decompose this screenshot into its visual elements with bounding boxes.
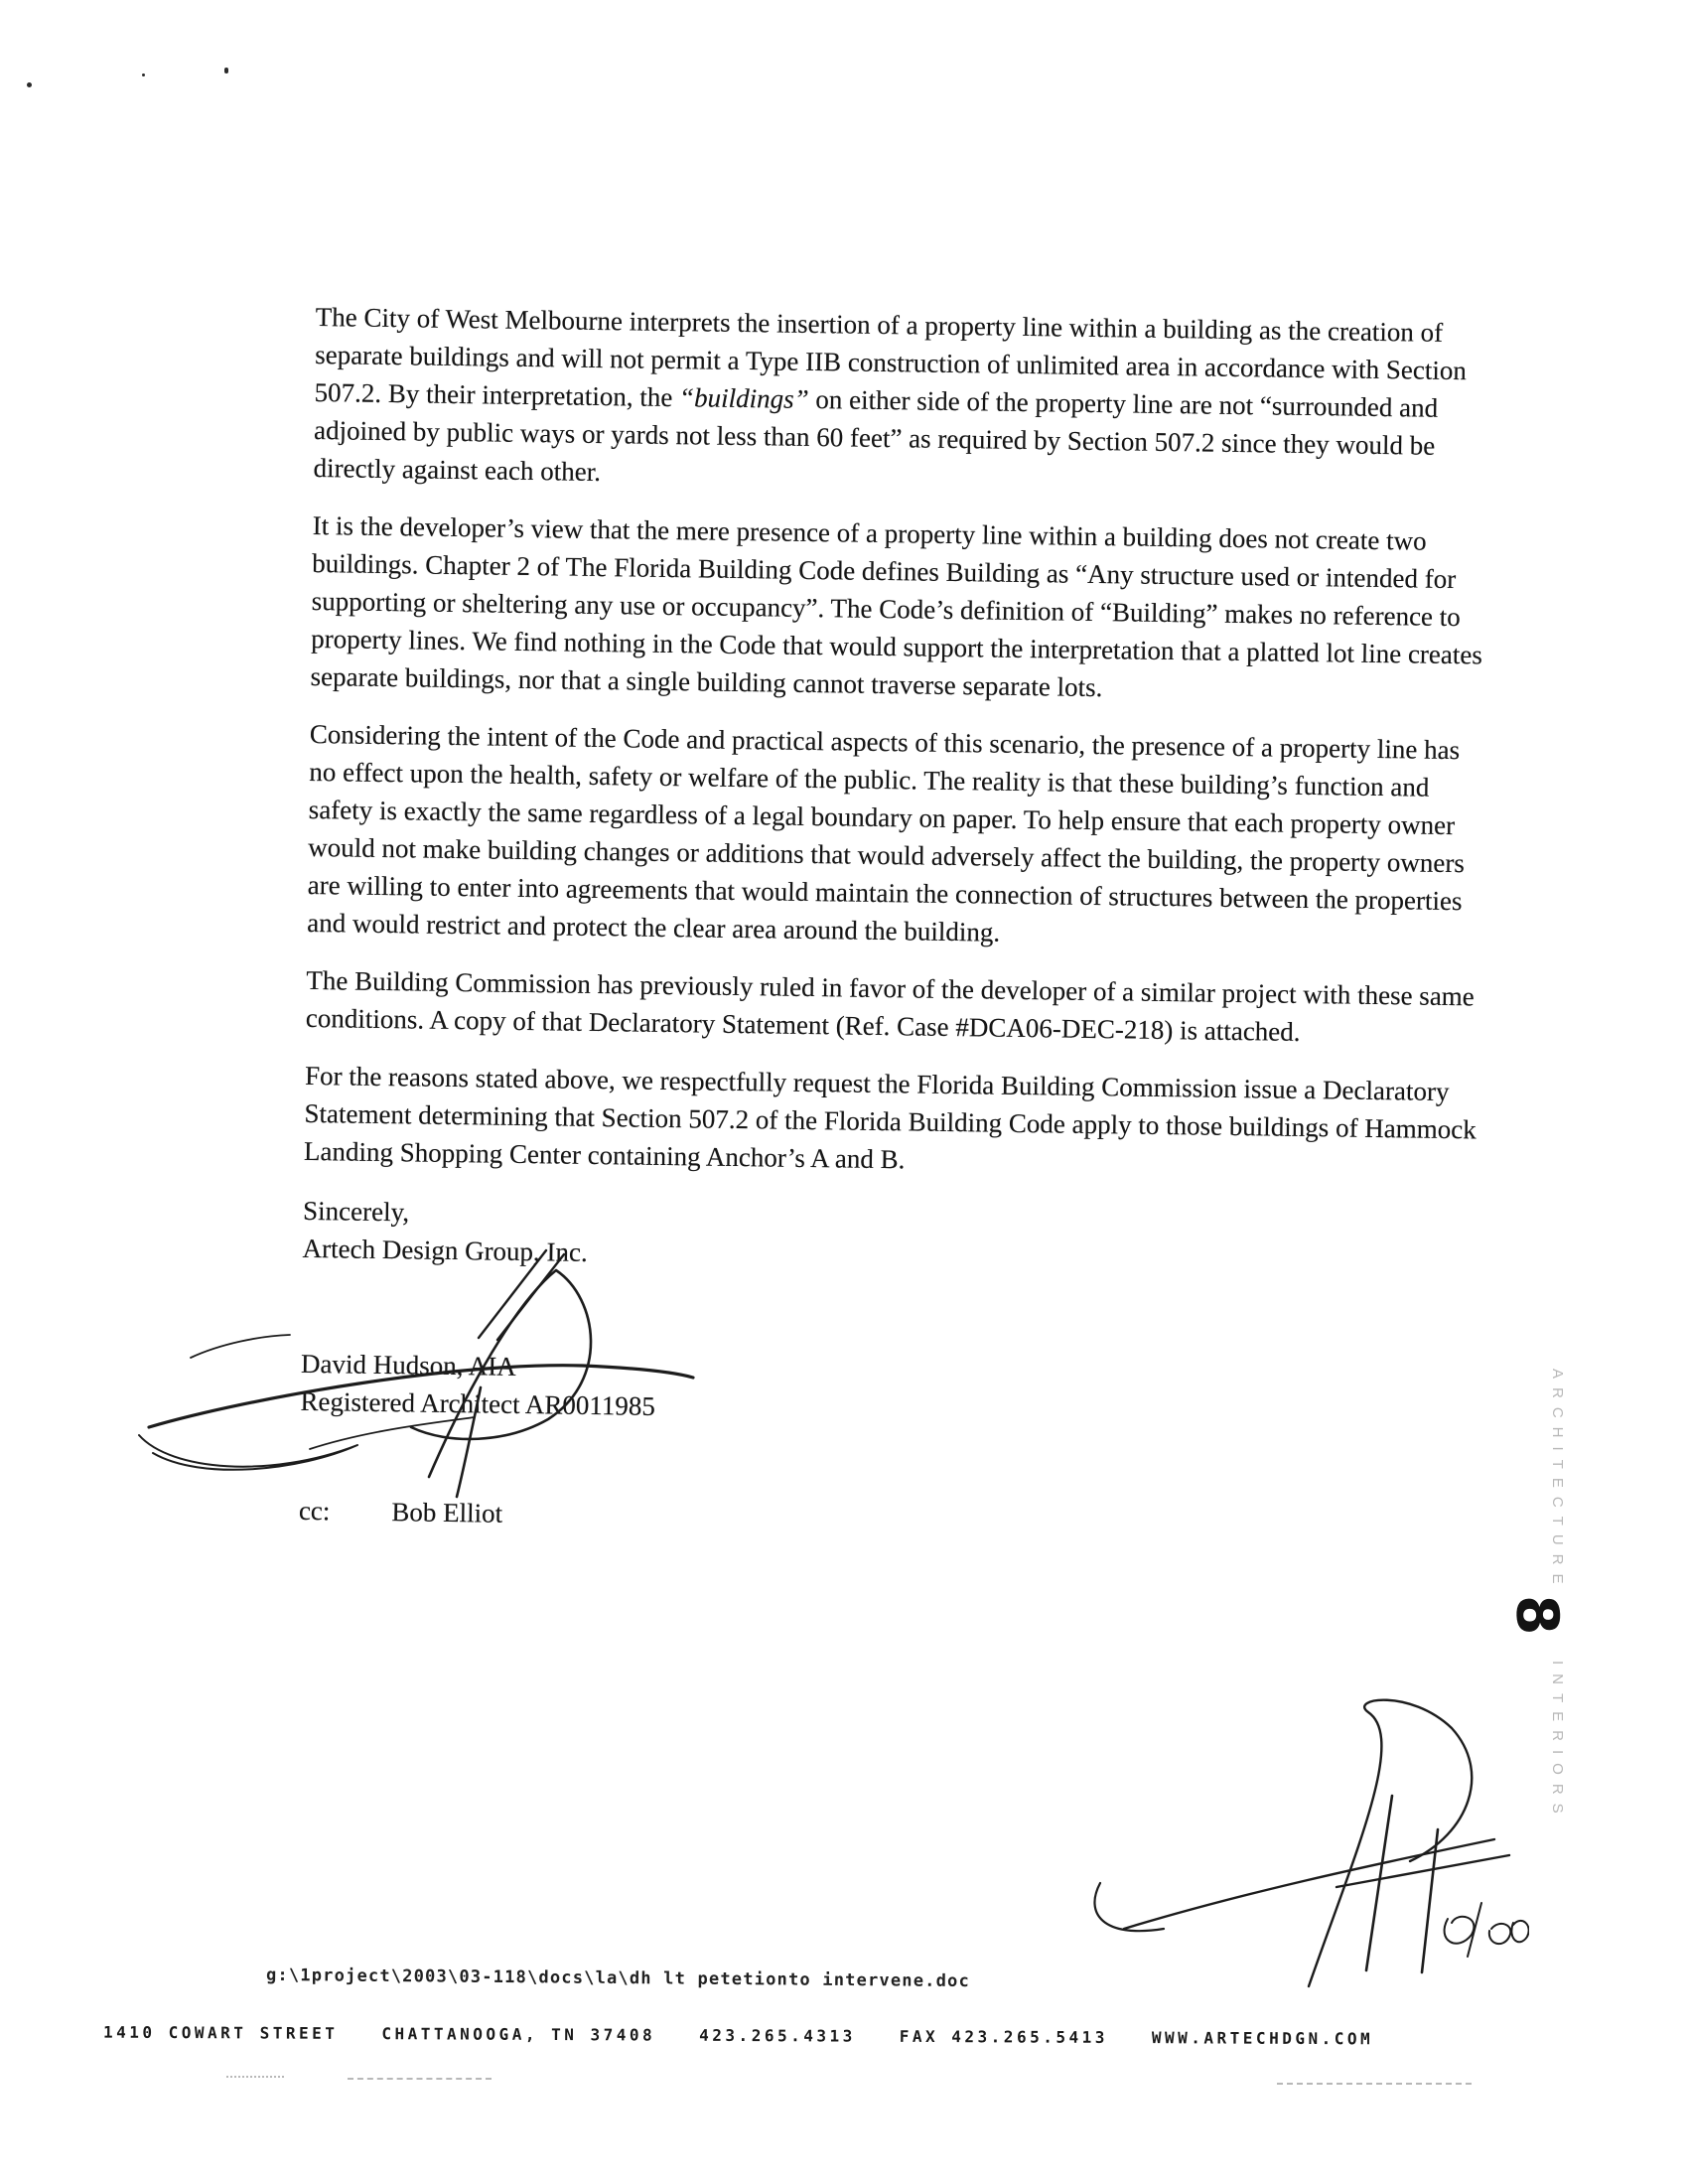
sidebar-interiors-text: INTERIORS	[1549, 1661, 1566, 1822]
footer-city: CHATTANOOGA, TN 37408	[381, 2024, 656, 2045]
paragraph-2: It is the developer’s view that the mere presence of a property line within a building does not create two buildings. Chapter 2 of The Florida Building Code defines Building as “Any structure used or intended for supporting or sheltering any use or occupancy”. The Code’s definition of “Building” makes no reference to property lines. We find nothing in the Code that would support the interpretation that a platted lot line creates separate buildings, nor that a single building cannot traverse separate lots.	[310, 510, 1483, 703]
paragraph-4: The Building Commission has previously ruled in favor of the developer of a similar project with these same conditions. A copy of that Declaratory Statement (Ref. Case #DCA06-DEC-218) is attached.	[305, 964, 1476, 1047]
paragraph-5: For the reasons stated above, we respectfully request the Florida Building Commission issue a Declaratory Statement determining that Section 507.2 of the Florida Building Code apply to those buildings of Hammock Landing Shopping Center containing Anchor’s A and B.	[303, 1060, 1477, 1175]
paragraph-1-lead: The City of West Melbourne interprets the insertion of a property line within a building as the creation of separate buildings and will not permit a Type IIB construction of unlimited area in accordance with Section 507.2. By their interpretation, the	[314, 301, 1468, 413]
footer-website: WWW.ARTECHDGN.COM	[1151, 2028, 1374, 2049]
closing-salutation: Sincerely,	[302, 1195, 410, 1228]
scan-artifact-dash	[1277, 2083, 1472, 2085]
footer-phone: 423.265.4313	[699, 2025, 856, 2046]
signer-title: Registered Architect AR0011985	[300, 1385, 656, 1421]
scan-speck	[224, 68, 228, 73]
italic-buildings-term: “buildings”	[678, 382, 809, 414]
footer-street: 1410 COWART STREET	[102, 2022, 339, 2043]
sidebar-architecture-text: ARCHITECTURE	[1549, 1369, 1566, 1593]
handwritten-page-number: 8	[1502, 1593, 1572, 1637]
scan-speck	[142, 73, 145, 76]
cc-name: Bob Elliot	[391, 1497, 503, 1529]
file-path: g:\1project\2003\03-118\docs\la\dh lt petetionto intervene.doc	[265, 1965, 971, 1992]
footer-address-line	[103, 2023, 1373, 2049]
paragraph-3: Considering the intent of the Code and practical aspects of this scenario, the presence of a property line has no effect upon the health, safety or welfare of the public. The reality is that these building’s function and safety is exactly the same regardless of a legal boundary on paper. To help ensure that each property owner would not make building changes or additions that would adversely affect the building, the property owners are willing to enter into agreements that would maintain the connection of structures between the properties and would restrict and protect the clear area around the building.	[307, 718, 1466, 947]
paragraph-1-tail: on either side of the property line are not “surrounded and adjoined by public ways or yards not less than 60 feet” as required by Section 507.2 since they would be directly against each other.	[313, 383, 1439, 488]
company-name: Artech Design Group, Inc.	[302, 1233, 588, 1267]
scan-speck	[27, 82, 32, 87]
cc-row	[299, 1492, 1482, 1546]
scan-artifact-dash	[348, 2078, 492, 2080]
signature-scribble	[131, 1239, 727, 1500]
signer-name: David Hudson, AIA	[300, 1348, 516, 1382]
cc-label: cc:	[298, 1495, 331, 1527]
scan-artifact-dash	[226, 2076, 284, 2078]
paragraph-1	[313, 298, 1499, 504]
footer-fax: FAX 423.265.5413	[899, 2026, 1108, 2047]
approval-initials-scribble	[1082, 1667, 1529, 1994]
